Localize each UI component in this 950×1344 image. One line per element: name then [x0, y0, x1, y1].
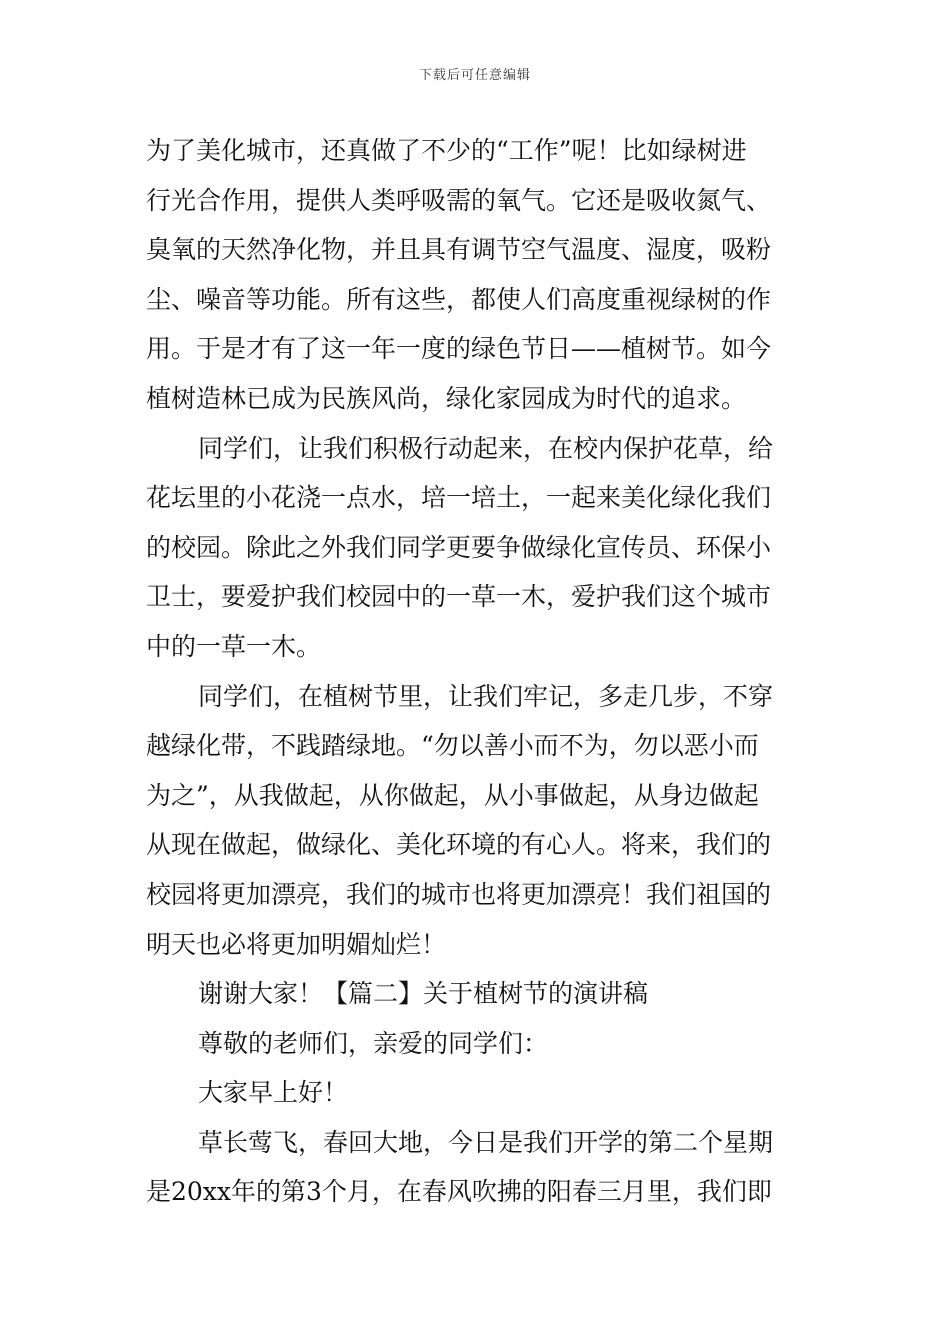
text-line: 用。于是才有了这一年一度的绿色节日——植树节。如今 [146, 334, 772, 364]
text-line: 的校园。除此之外我们同学更要争做绿化宣传员、环保小 [146, 532, 772, 562]
text-line: 卫士，要爱护我们校园中的一草一木，爱护我们这个城市 [146, 582, 772, 612]
text-line: 尘、噪音等功能。所有这些，都使人们高度重视绿树的作 [146, 284, 772, 314]
text-line: 为之”，从我做起，从你做起，从小事做起，从身边做起 [146, 780, 759, 810]
body-text [146, 126, 806, 1217]
text-line: 为了美化城市，还真做了不少的“工作”呢！比如绿树进 [146, 136, 747, 165]
text-line: 是20xx年的第3个月，在春风吹拂的阳春三月里，我们即 [146, 1177, 772, 1207]
text-line: 臭氧的天然净化物，并且具有调节空气温度、湿度，吸粉 [146, 235, 772, 265]
text-line: 谢谢大家！【篇二】关于植树节的演讲稿 [198, 979, 649, 1009]
text-line: 同学们，让我们积极行动起来，在校内保护花草，给 [198, 433, 774, 463]
text-line: 越绿化带，不践踏绿地。“勿以善小而不为，勿以恶小而 [146, 731, 759, 761]
text-line: 花坛里的小花浇一点水，培一培土，一起来美化绿化我们 [146, 483, 772, 513]
text-line: 大家早上好！ [198, 1078, 349, 1108]
text-line: 从现在做起，做绿化、美化环境的有心人。将来，我们的 [146, 830, 772, 860]
text-line: 校园将更加漂亮，我们的城市也将更加漂亮！我们祖国的 [146, 879, 772, 909]
text-line: 明天也必将更加明媚灿烂！ [146, 929, 447, 959]
text-line: 植树造林已成为民族风尚，绿化家园成为时代的追求。 [146, 383, 747, 413]
text-line: 同学们，在植树节里，让我们牢记，多走几步，不穿 [198, 681, 774, 711]
text-line: 草长莺飞，春回大地，今日是我们开学的第二个星期 [198, 1127, 774, 1157]
text-line: 尊敬的老师们，亲爱的同学们： [198, 1028, 549, 1058]
text-line: 中的一草一木。 [146, 631, 322, 661]
text-line: 行光合作用，提供人类呼吸需的氧气。它还是吸收氮气、 [146, 185, 772, 215]
header-note: 下载后可任意编辑 [418, 68, 531, 83]
